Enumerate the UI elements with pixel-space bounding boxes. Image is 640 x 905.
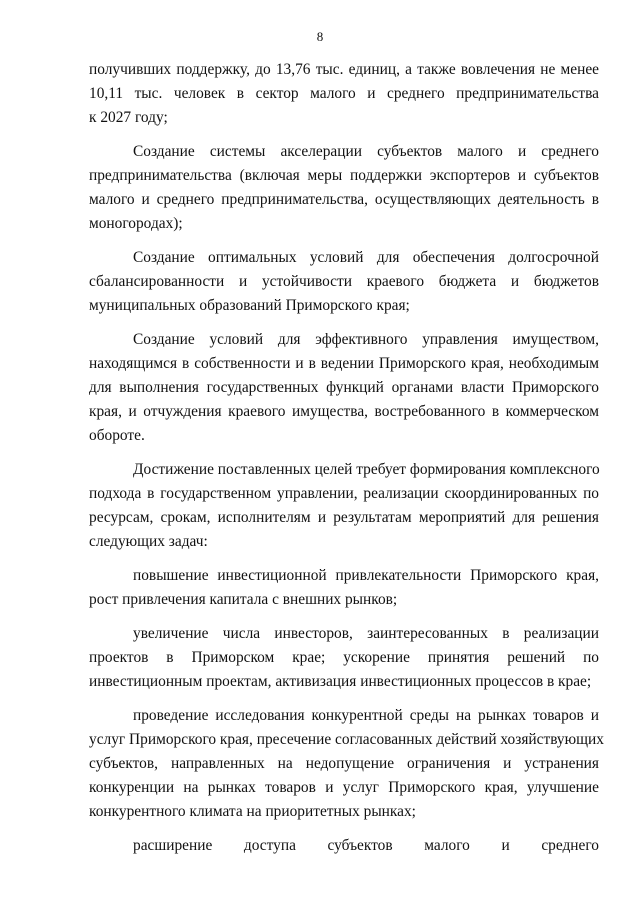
paragraph [89, 458, 599, 554]
paragraph-line: сбалансированности и устойчивости краевого бюджета и бюджетов [89, 273, 599, 290]
paragraph-line: Создание условий для эффективного управления имуществом, [133, 331, 599, 348]
paragraph-gap [89, 694, 599, 704]
paragraph-line: расширение доступа субъектов малого и среднего [133, 837, 599, 854]
paragraph-line: малого и среднего предпринимательства, осуществляющих деятельность в [89, 191, 599, 208]
paragraph-line: ресурсам, срокам, исполнителям и результатам мероприятий для решения [89, 509, 599, 526]
paragraph-line: 10,11 тыс. человек в сектор малого и среднего предпринимательства [89, 85, 599, 102]
paragraph-gap [89, 236, 599, 246]
paragraph-gap [89, 824, 599, 834]
paragraph-line: конкурентного климата на приоритетных рынках; [89, 803, 416, 820]
paragraph-line: повышение инвестиционной привлекательности Приморского края, [133, 567, 599, 584]
paragraph [89, 622, 599, 694]
paragraph-gap [89, 554, 599, 564]
paragraph [89, 246, 599, 318]
paragraph-gap [89, 130, 599, 140]
paragraph-line: Создание оптимальных условий для обеспечения долгосрочной [133, 249, 599, 266]
paragraph-line: проектов в Приморском крае; ускорение принятия решений по [89, 649, 599, 666]
paragraph-line: к 2027 году; [89, 109, 168, 126]
page-number: 8 [316, 29, 324, 44]
paragraph-gap [89, 612, 599, 622]
paragraph-line: конкуренции на рынках товаров и услуг Приморского края, улучшение [89, 779, 599, 796]
paragraph-line: предпринимательства (включая меры поддержки экспортеров и субъектов [89, 167, 599, 184]
paragraph-line: находящимся в собственности и в ведении Приморского края, необходимым [89, 355, 599, 372]
document-body [89, 58, 604, 858]
paragraph-line: получивших поддержку, до 13,76 тыс. единиц, а также вовлечения не менее [89, 61, 599, 78]
paragraph-line: моногородах); [89, 215, 183, 232]
paragraph [89, 328, 599, 448]
paragraph-line: Создание системы акселерации субъектов малого и среднего [133, 143, 599, 160]
paragraph [89, 564, 599, 612]
paragraph-line: следующих задач: [89, 533, 208, 550]
paragraph-line: субъектов, направленных на недопущение ограничения и устранения [89, 755, 599, 772]
paragraph-line: инвестиционным проектам, активизация инвестиционных процессов в крае; [89, 673, 592, 690]
paragraph-gap [89, 318, 599, 328]
paragraph [89, 834, 599, 858]
paragraph-line: обороте. [89, 427, 145, 444]
paragraph-line: Достижение поставленных целей требует формирования комплексного [133, 461, 600, 478]
paragraph-line: рост привлечения капитала с внешних рынков; [89, 591, 398, 608]
paragraph [89, 704, 604, 824]
paragraph-line: подхода в государственном управлении, реализации скоординированных по [89, 485, 599, 502]
paragraph-line: края, и отчуждения краевого имущества, востребованного в коммерческом [89, 403, 599, 420]
paragraph-line: увеличение числа инвесторов, заинтересованных в реализации [133, 625, 599, 642]
paragraph [89, 140, 599, 236]
paragraph-line: услуг Приморского края, пресечение согласованных действий хозяйствующих [89, 731, 604, 748]
paragraph [89, 58, 599, 130]
paragraph-line: проведение исследования конкурентной среды на рынках товаров и [133, 707, 599, 724]
paragraph-gap [89, 448, 599, 458]
paragraph-line: муниципальных образований Приморского края; [89, 297, 410, 314]
paragraph-line: для выполнения государственных функций органами власти Приморского [89, 379, 599, 396]
